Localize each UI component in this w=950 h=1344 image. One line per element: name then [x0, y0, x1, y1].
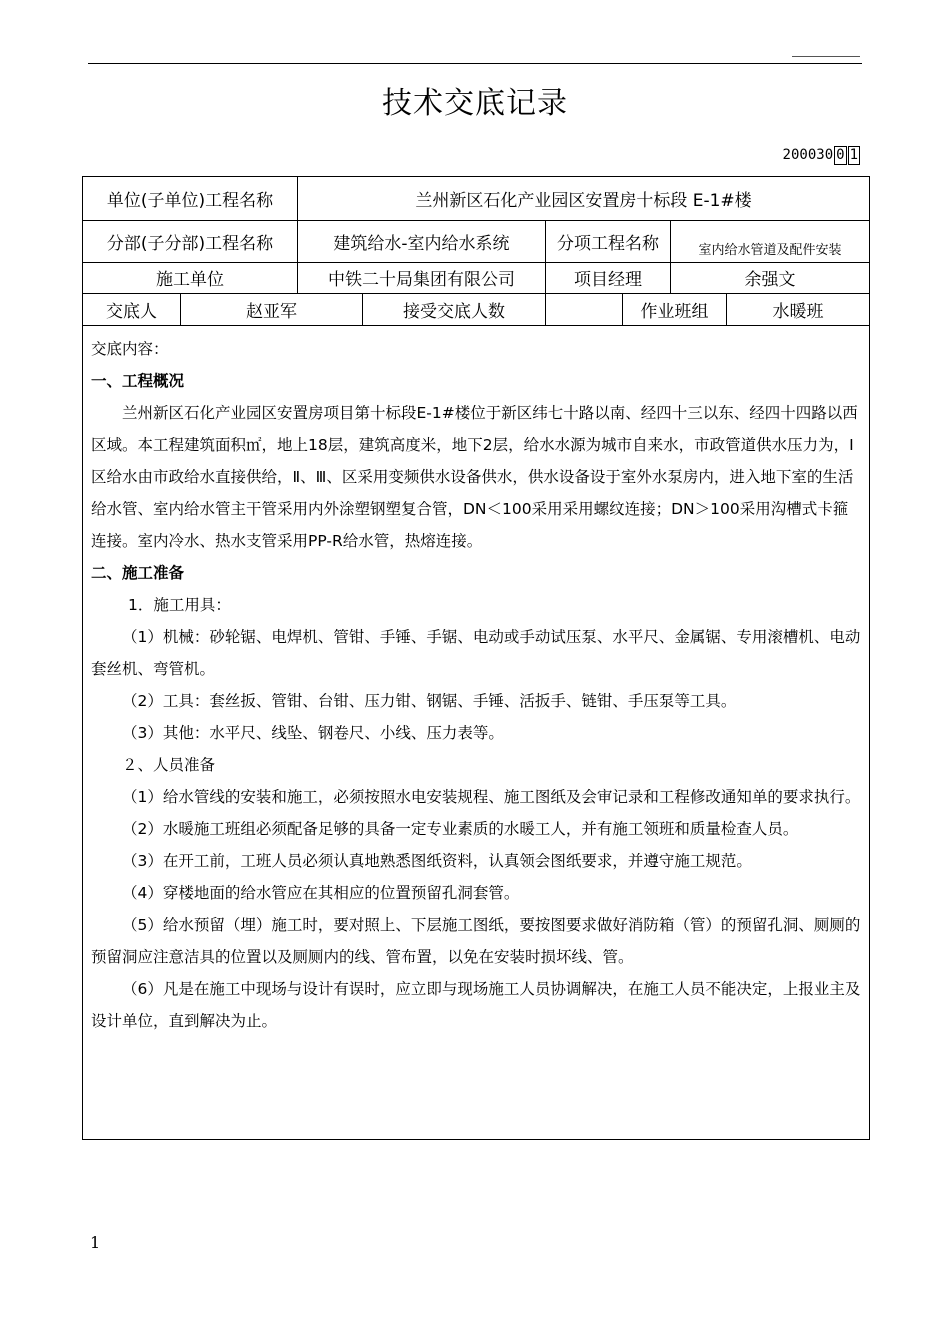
header-mark-line: [792, 56, 860, 57]
header-rule: [88, 63, 862, 64]
subsection-value: 建筑给水-室内给水系统: [298, 220, 546, 262]
document-number-box-2: 1: [849, 147, 858, 163]
briefer-value: 赵亚军: [181, 293, 363, 325]
item-name-value: 室内给水管道及配件安装: [698, 243, 842, 258]
document-number: [783, 146, 860, 165]
personnel-item-2: （2）水暖施工班组必须配备足够的具备一定专业素质的水暖工人，并有施工领班和质量检查人员。: [122, 820, 799, 838]
project-name-label: 单位(子单位)工程名称: [83, 177, 298, 220]
content-intro: 交底内容：: [91, 340, 169, 358]
tools-other: （3）其他：水平尺、线坠、钢卷尺、小线、压力表等。: [122, 724, 504, 742]
section-heading-overview: 一、工程概况: [91, 372, 185, 390]
record-table: [82, 176, 870, 1140]
project-manager-label: 项目经理: [546, 262, 671, 293]
row-briefing: [83, 293, 869, 326]
row-construction-unit: [83, 262, 869, 294]
construction-unit-value: 中铁二十局集团有限公司: [298, 262, 546, 293]
personnel-item-3: （3）在开工前，工班人员必须认真地熟悉图纸资料，认真领会图纸要求，并遵守施工规范。: [122, 852, 752, 870]
subsection-label: 分部(子分部)工程名称: [83, 220, 298, 262]
personnel-item-1: （1）给水管线的安装和施工，必须按照水电安装规程、施工图纸及会审记录和工程修改通知单的要求执行。: [122, 788, 861, 806]
recipient-count-value: [546, 293, 623, 325]
document-number-prefix: 200030: [782, 147, 834, 163]
row-project-name: [83, 177, 869, 221]
personnel-item-5: （5）给水预留（埋）施工时，要对照上、下层施工图纸，要按图要求做好消防箱（管）的预留孔洞、厕厕的预留洞应注意洁具的位置以及厕厕内的线、管布置，以免在安装时损坏线、管。: [91, 916, 861, 966]
row-subsection: [83, 220, 869, 263]
page-number: 1: [90, 1233, 101, 1252]
personnel-item-6: （6）凡是在施工中现场与设计有误时，应立即与现场施工人员协调解决，在施工人员不能决定，上报业主及设计单位，直到解决为止。: [91, 980, 861, 1030]
personnel-item-4: （4）穿楼地面的给水管应在其相应的位置预留孔洞套管。: [122, 884, 520, 902]
work-team-value: 水暖班: [772, 301, 824, 322]
briefer-label: 交底人: [83, 293, 181, 325]
work-team-label: 作业班组: [623, 293, 727, 325]
recipient-count-label: 接受交底人数: [363, 293, 546, 325]
subheading-tools: 1．施工用具：: [128, 596, 231, 614]
overview-paragraph: 兰州新区石化产业园区安置房项目第十标段E-1#楼位于新区纬七十路以南、经四十三以东、经四十四路以西区域。本工程建筑面积㎡，地上18层，建筑高度米，地下2层，给水水源为城市自来水，市政管道供水压力为，Ⅰ区给水由市政给水直接供给，Ⅱ、Ⅲ、区采用变频供水设备供水，供水设备设于室外水泵房内，进入地下室的生活给水管、室内给水管主干管采用内外涂塑钢塑复合管，DN＜100采用采用螺纹连接；DN＞100采用沟槽式卡箍连接。室内冷水、热水支管采用PP-R给水管，热熔连接。: [91, 404, 858, 550]
document-number-box-1: 0: [836, 147, 845, 163]
briefing-content: [83, 333, 869, 1037]
document-title: 技术交底记录: [382, 86, 568, 121]
project-manager-value: 余强文: [744, 270, 796, 290]
item-name-label: 分项工程名称: [546, 220, 671, 262]
subheading-personnel: ２、人员准备: [122, 756, 216, 774]
construction-unit-label: 施工单位: [83, 262, 298, 293]
section-heading-preparation: 二、施工准备: [91, 564, 185, 582]
tools-handtools: （2）工具：套丝扳、管钳、台钳、压力钳、钢锯、手锤、活扳手、链钳、手压泵等工具。: [122, 692, 737, 710]
tools-machinery: （1）机械：砂轮锯、电焊机、管钳、手锤、手锯、电动或手动试压泵、水平尺、金属锯、专用滚槽机、电动套丝机、弯管机。: [91, 628, 861, 678]
project-name-value: 兰州新区石化产业园区安置房十标段 E-1#楼: [415, 191, 752, 211]
